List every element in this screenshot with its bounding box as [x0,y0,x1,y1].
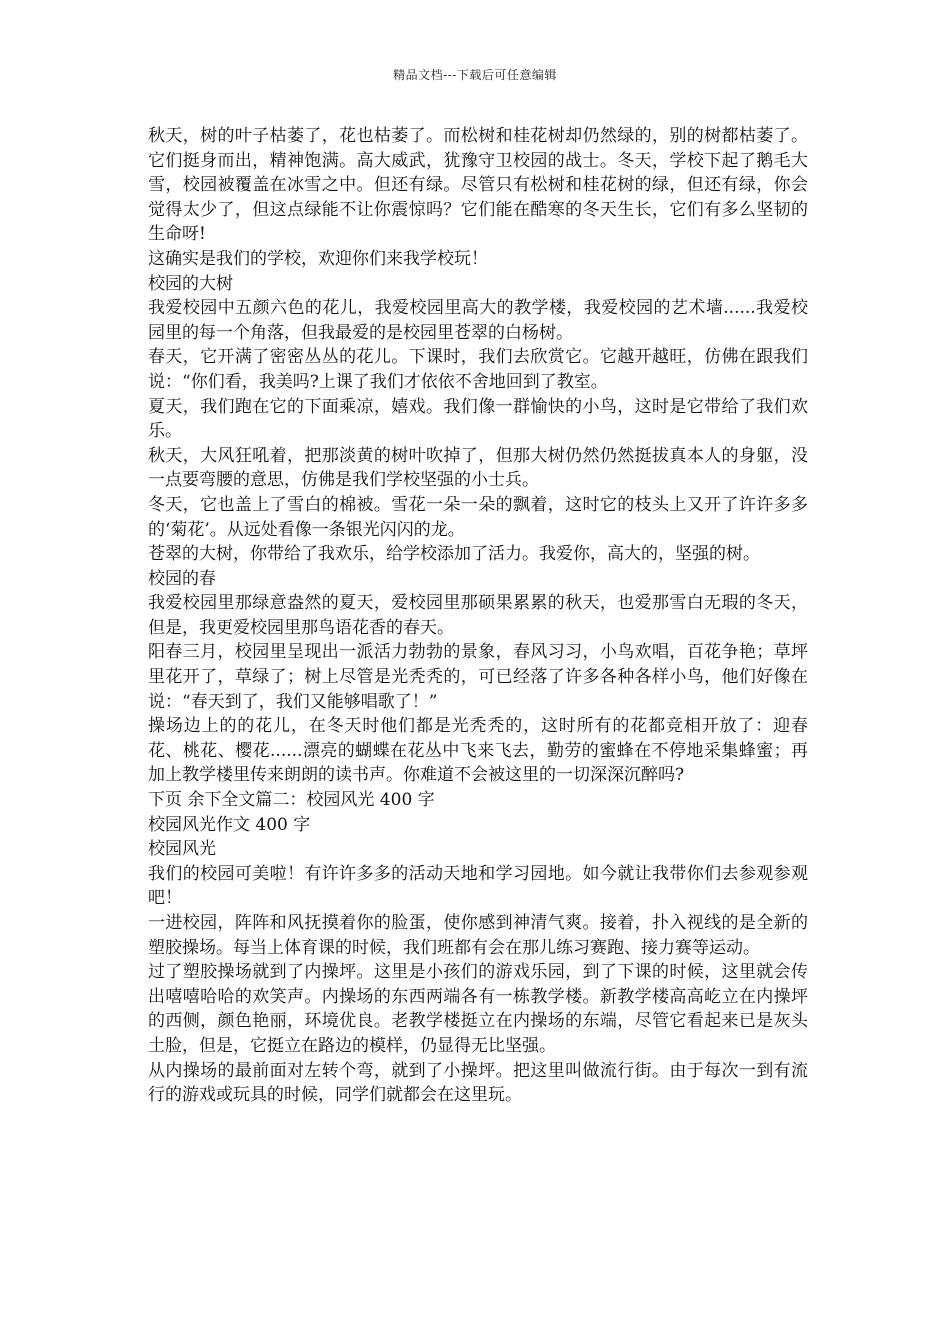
paragraph: 操场边上的的花儿，在冬天时他们都是光秃秃的，这时所有的花都竞相开放了：迎春花、桃花、樱花......漂亮的蝴蝶在花丛中飞来飞去，勤劳的蜜蜂在不停地采集蜂蜜；再加上教学楼里传来朗朗的读书声。你难道不会被这里的一切深深沉醉吗? [148,716,808,786]
page-header: 精品文档---下载后可任意编辑 [393,68,557,82]
paragraph: 我爱校园中五颜六色的花儿，我爱校园里高大的教学楼，我爱校园的艺术墙......我爱校园里的每一个角落，但我最爱的是校园里苍翠的白杨树。 [148,298,808,343]
paragraph: 我们的校园可美啦！有许许多多的活动天地和学习园地。如今就让我带你们去参观参观吧！ [148,863,808,909]
section-title: 校园风光 [148,839,216,860]
paragraph: 这确实是我们的学校，欢迎你们来我学校玩！ [148,248,488,269]
paragraph: 我爱校园里那绿意盎然的夏天，爱校园里那硕果累累的秋天，也爱那雪白无瑕的冬天，但是，我更爱校园里那鸟语花香的春天。 [148,593,808,638]
paragraph: 秋天，树的叶子枯萎了，花也枯萎了。而松树和桂花树却仍然绿的，别的树都枯萎了。它们挺身而出，精神饱满。高大威武，犹豫守卫校园的战士。冬天，学校下起了鹅毛大雪，校园被覆盖在冰雪之中。但还有绿。尽管只有松树和桂花树的绿，但还有绿，你会觉得太少了，但这点绿能不让你震惊吗？它们能在酷寒的冬天生长，它们有多么坚韧的生命呀! [148,126,808,245]
paragraph: 冬天，它也盖上了雪白的棉被。雪花一朵一朵的飘着，这时它的枝头上又开了许许多多的‘菊花’。从远处看像一条银光闪闪的龙。 [148,494,808,540]
paragraph: 秋天，大风狂吼着，把那淡黄的树叶吹掉了，但那大树仍然仍然挺拔真本人的身躯，没一点要弯腰的意思，仿佛是我们学校坚强的小士兵。 [148,445,808,491]
document-body [148,124,808,1108]
paragraph: 过了塑胶操场就到了内操坪。这里是小孩们的游戏乐园，到了下课的时候，这里就会传出嘻嘻哈哈的欢笑声。内操场的东西两端各有一栋教学楼。新教学楼高高屹立在内操坪的西侧，颜色艳丽，环境优良。老教学楼挺立在内操场的东端，尽管它看起来已是灰头土脸，但是，它挺立在路边的模样，仍显得无比坚强。 [148,962,808,1056]
next-page-line: 下页 余下全文篇二：校园风光 400 字 [148,790,435,811]
paragraph: 从内操场的最前面对左转个弯，就到了小操坪。把这里叫做流行街。由于每次一到有流行的游戏或玩具的时候，同学们就都会在这里玩。 [148,1060,808,1106]
section-title: 校园的大树 [148,273,233,294]
section-title: 校园风光作文 400 字 [148,814,311,835]
paragraph: 苍翠的大树，你带给了我欢乐，给学校添加了活力。我爱你，高大的，坚强的树。 [148,544,760,565]
section-title: 校园的春 [148,568,216,589]
paragraph: 春天，它开满了密密丛丛的花儿。下课时，我们去欣赏它。它越开越旺，仿佛在跟我们说：“你们看，我美吗?上课了我们才依依不舍地回到了教室。 [148,347,808,392]
paragraph: 一进校园，阵阵和风抚摸着你的脸蛋，使你感到神清气爽。接着，扑入视线的是全新的塑胶操场。每当上体育课的时候，我们班都有会在那儿练习赛跑、接力赛等运动。 [148,913,808,958]
paragraph: 阳春三月，校园里呈现出一派活力勃勃的景象，春风习习，小鸟欢唱，百花争艳；草坪里花开了，草绿了；树上尽管是光秃秃的，可已经落了许多各种各样小鸟，他们好像在说：“春天到了，我们又能够唱歌了！” [148,642,808,712]
paragraph: 夏天，我们跑在它的下面乘凉，嬉戏。我们像一群愉快的小鸟，这时是它带给了我们欢乐。 [148,396,808,442]
